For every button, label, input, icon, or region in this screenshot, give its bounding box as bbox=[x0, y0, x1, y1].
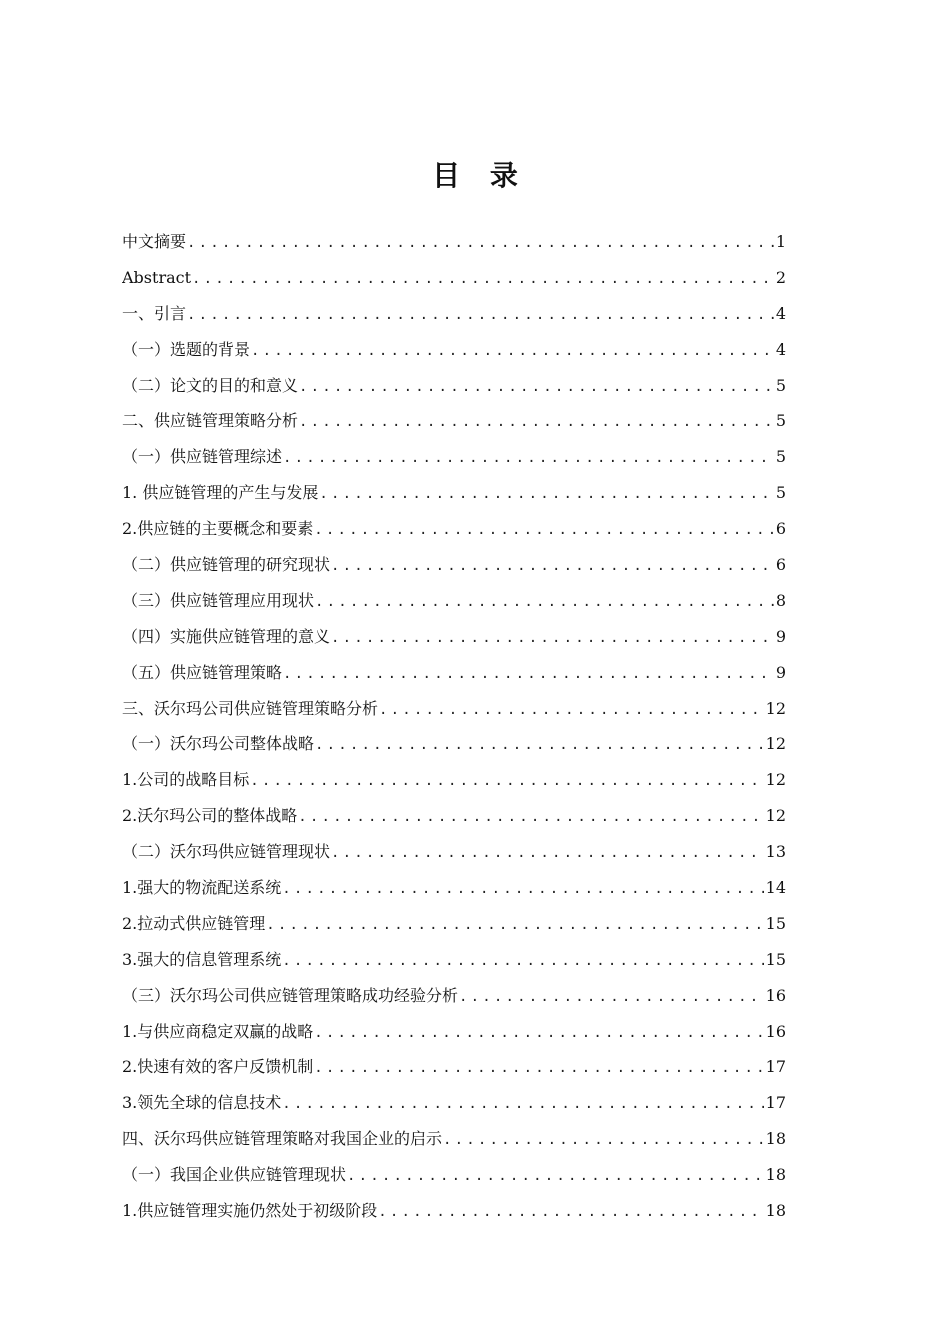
toc-entry[interactable] bbox=[122, 906, 786, 942]
toc-entry-page-number: 9 bbox=[775, 626, 786, 646]
toc-entry-page-number: 16 bbox=[765, 985, 786, 1005]
toc-entry-title: 1.供应链管理实施仍然处于初级阶段 bbox=[122, 1201, 378, 1221]
toc-entry-page-number: 18 bbox=[765, 1201, 786, 1221]
toc-entry-page-number: 15 bbox=[765, 913, 786, 933]
toc-entry-page-number: 6 bbox=[775, 555, 786, 575]
toc-entry-title: 3.强大的信息管理系统 bbox=[122, 949, 282, 969]
toc-dot-leader bbox=[330, 835, 764, 870]
toc-dot-leader bbox=[318, 476, 773, 511]
toc-entry-title: （五）供应链管理策略 bbox=[122, 662, 283, 682]
toc-entry-page-number: 12 bbox=[765, 734, 786, 754]
page-title: 目 录 bbox=[432, 159, 528, 192]
toc-entry[interactable] bbox=[122, 870, 786, 906]
table-of-contents bbox=[122, 224, 786, 1229]
toc-entry[interactable] bbox=[122, 511, 786, 547]
toc-entry[interactable] bbox=[122, 260, 786, 296]
toc-entry[interactable] bbox=[122, 296, 786, 332]
toc-entry-page-number: 4 bbox=[775, 303, 786, 323]
toc-entry-title: （二）供应链管理的研究现状 bbox=[122, 555, 331, 575]
toc-entry[interactable] bbox=[122, 762, 786, 798]
toc-entry-title: 2.拉动式供应链管理 bbox=[122, 913, 266, 933]
toc-entry-page-number: 18 bbox=[765, 1129, 786, 1149]
toc-entry-page-number: 17 bbox=[765, 1057, 786, 1077]
toc-dot-leader bbox=[314, 584, 774, 619]
toc-entry-title: （一）供应链管理综述 bbox=[122, 447, 283, 467]
toc-dot-leader bbox=[313, 1050, 763, 1085]
toc-dot-leader bbox=[282, 656, 774, 691]
toc-entry-title: 1.强大的物流配送系统 bbox=[122, 878, 282, 898]
toc-entry[interactable] bbox=[122, 655, 786, 691]
toc-dot-leader bbox=[297, 799, 763, 834]
toc-entry-page-number: 5 bbox=[775, 375, 786, 395]
toc-entry[interactable] bbox=[122, 1014, 786, 1050]
toc-entry-page-number: 5 bbox=[775, 483, 786, 503]
toc-entry-title: 四、沃尔玛供应链管理策略对我国企业的启示 bbox=[122, 1129, 443, 1149]
toc-entry-page-number: 5 bbox=[775, 447, 786, 467]
toc-dot-leader bbox=[265, 907, 763, 942]
toc-entry[interactable] bbox=[122, 224, 786, 260]
toc-dot-leader bbox=[330, 548, 774, 583]
toc-entry[interactable] bbox=[122, 547, 786, 583]
toc-dot-leader bbox=[250, 333, 774, 368]
toc-entry-title: 1.公司的战略目标 bbox=[122, 770, 250, 790]
toc-entry-page-number: 8 bbox=[775, 590, 786, 610]
toc-entry[interactable] bbox=[122, 439, 786, 475]
toc-dot-leader bbox=[442, 1122, 764, 1157]
toc-entry-title: （三）供应链管理应用现状 bbox=[122, 590, 315, 610]
toc-entry-title: 三、沃尔玛公司供应链管理策略分析 bbox=[122, 698, 379, 718]
toc-entry[interactable] bbox=[122, 1193, 786, 1229]
toc-entry-title: 一、引言 bbox=[122, 303, 187, 323]
toc-entry[interactable] bbox=[122, 1157, 786, 1193]
toc-entry-page-number: 12 bbox=[765, 770, 786, 790]
toc-entry-title: （三）沃尔玛公司供应链管理策略成功经验分析 bbox=[122, 985, 459, 1005]
toc-entry-title: （二）论文的目的和意义 bbox=[122, 375, 299, 395]
toc-entry[interactable] bbox=[122, 475, 786, 511]
toc-entry-title: （一）我国企业供应链管理现状 bbox=[122, 1165, 347, 1185]
toc-entry-page-number: 12 bbox=[765, 698, 786, 718]
toc-dot-leader bbox=[249, 763, 763, 798]
toc-entry-page-number: 9 bbox=[775, 662, 786, 682]
toc-dot-leader bbox=[458, 979, 764, 1014]
toc-entry-title: 2.快速有效的客户反馈机制 bbox=[122, 1057, 314, 1077]
toc-entry-title: 2.沃尔玛公司的整体战略 bbox=[122, 806, 298, 826]
toc-dot-leader bbox=[186, 297, 774, 332]
toc-entry[interactable] bbox=[122, 332, 786, 368]
toc-entry-page-number: 12 bbox=[765, 806, 786, 826]
toc-entry-title: 3.领先全球的信息技术 bbox=[122, 1093, 282, 1113]
toc-entry-page-number: 1 bbox=[775, 232, 786, 251]
toc-entry-title: 1. 供应链管理的产生与发展 bbox=[122, 483, 319, 503]
toc-dot-leader bbox=[281, 1086, 763, 1121]
toc-entry[interactable] bbox=[122, 1121, 786, 1157]
toc-entry-page-number: 14 bbox=[765, 878, 786, 898]
toc-entry[interactable] bbox=[122, 942, 786, 978]
toc-dot-leader bbox=[191, 261, 774, 296]
toc-entry-title: （二）沃尔玛供应链管理现状 bbox=[122, 842, 331, 862]
toc-entry[interactable] bbox=[122, 1049, 786, 1085]
toc-dot-leader bbox=[330, 620, 774, 655]
toc-dot-leader bbox=[313, 1015, 763, 1050]
toc-entry-page-number: 15 bbox=[765, 949, 786, 969]
toc-dot-leader bbox=[282, 440, 774, 475]
toc-entry-page-number: 6 bbox=[775, 519, 786, 539]
toc-entry[interactable] bbox=[122, 691, 786, 727]
toc-dot-leader bbox=[378, 692, 764, 727]
toc-entry-page-number: 18 bbox=[765, 1165, 786, 1185]
toc-dot-leader bbox=[314, 727, 764, 762]
toc-entry-title: 1.与供应商稳定双赢的战略 bbox=[122, 1021, 314, 1041]
toc-entry-page-number: 16 bbox=[765, 1021, 786, 1041]
toc-dot-leader bbox=[186, 225, 774, 260]
toc-dot-leader bbox=[281, 943, 763, 978]
toc-entry[interactable] bbox=[122, 1085, 786, 1121]
toc-entry[interactable] bbox=[122, 583, 786, 619]
toc-entry[interactable] bbox=[122, 726, 786, 762]
toc-entry-title: Abstract bbox=[122, 267, 192, 287]
toc-entry-title: （一）沃尔玛公司整体战略 bbox=[122, 734, 315, 754]
toc-entry[interactable] bbox=[122, 619, 786, 655]
toc-dot-leader bbox=[298, 369, 774, 404]
toc-entry-page-number: 4 bbox=[775, 339, 786, 359]
toc-entry[interactable] bbox=[122, 834, 786, 870]
toc-entry-page-number: 13 bbox=[765, 842, 786, 862]
toc-entry-page-number: 2 bbox=[775, 267, 786, 287]
toc-entry[interactable] bbox=[122, 368, 786, 404]
toc-dot-leader bbox=[346, 1158, 764, 1193]
toc-dot-leader bbox=[377, 1194, 763, 1229]
toc-entry-title: 中文摘要 bbox=[122, 232, 187, 251]
toc-entry[interactable] bbox=[122, 798, 786, 834]
toc-entry-title: （一）选题的背景 bbox=[122, 339, 251, 359]
toc-dot-leader bbox=[281, 871, 763, 906]
toc-entry-title: （四）实施供应链管理的意义 bbox=[122, 626, 331, 646]
toc-entry[interactable] bbox=[122, 978, 786, 1014]
toc-dot-leader bbox=[313, 512, 774, 547]
toc-entry[interactable] bbox=[122, 403, 786, 439]
toc-entry-page-number: 17 bbox=[765, 1093, 786, 1113]
toc-entry-title: 二、供应链管理策略分析 bbox=[122, 411, 299, 431]
toc-entry-title: 2.供应链的主要概念和要素 bbox=[122, 519, 314, 539]
toc-dot-leader bbox=[298, 404, 774, 439]
toc-entry-page-number: 5 bbox=[775, 411, 786, 431]
